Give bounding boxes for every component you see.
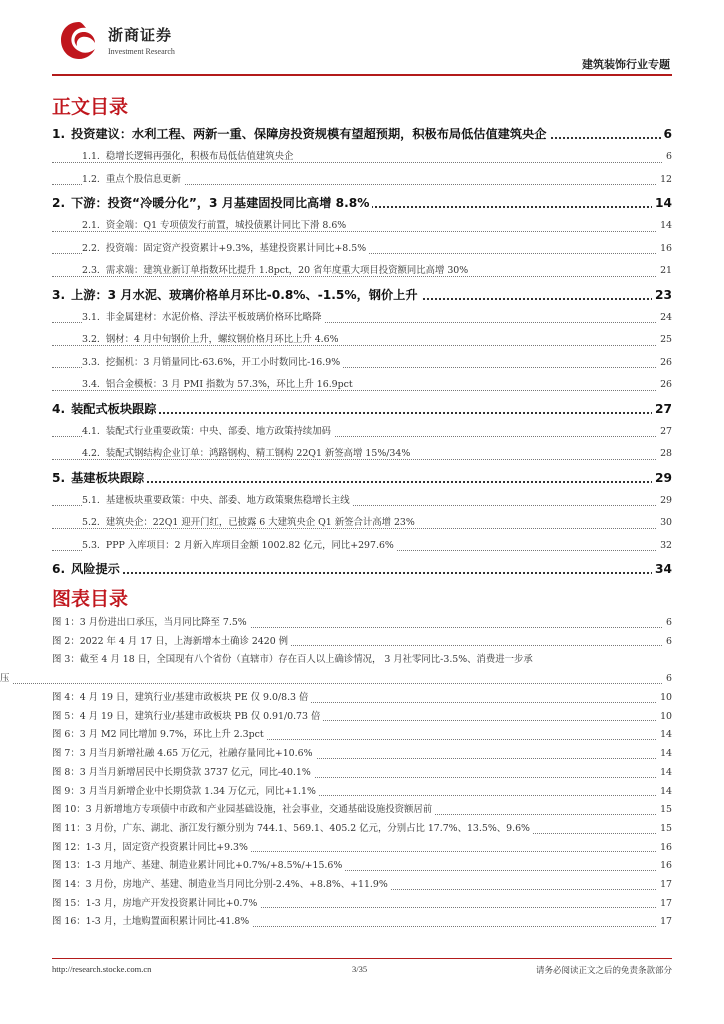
- toc-entry[interactable]: [52, 146, 672, 169]
- figures-title: 图表目录: [52, 588, 129, 610]
- toc-entry-label: 装配式行业重要政策：中央、部委、地方政策持续加码: [105, 425, 331, 437]
- figure-entry-label: 图 8：3 月当月新增居民中长期贷款 3737 亿元，同比-40.1%: [52, 767, 314, 778]
- toc-entry-page: 25: [657, 329, 672, 352]
- toc-entry-page: 6: [661, 122, 672, 146]
- page-number: 3/35: [352, 964, 368, 974]
- toc-entry-text: [82, 243, 369, 254]
- toc-entry-number: 6.: [52, 562, 66, 576]
- figure-entry[interactable]: [52, 708, 672, 727]
- figure-entry-page: 15: [657, 820, 672, 839]
- toc-entry-text: [82, 174, 184, 185]
- toc-entry[interactable]: [52, 260, 672, 283]
- toc-entry-number: 2.3.: [82, 265, 100, 276]
- toc-entry-page: 23: [652, 283, 672, 307]
- toc-entry-text: [82, 379, 356, 390]
- figure-entry-page: 6: [663, 614, 672, 633]
- logo-text-cn: 浙商证券: [108, 26, 173, 44]
- figure-entry[interactable]: [52, 876, 672, 895]
- figure-entry-label: 图 9：3 月当月新增企业中长期贷款 1.34 万亿元，同比+1.1%: [52, 786, 319, 797]
- toc-entry-page: 30: [657, 512, 672, 535]
- toc-entry[interactable]: [52, 535, 672, 558]
- figure-entry-label: 图 16：1-3 月，土地购置面积累计同比-41.8%: [52, 916, 252, 927]
- figure-entry-page: 14: [657, 783, 672, 802]
- toc-entry[interactable]: [52, 421, 672, 444]
- toc-entry-label: 上游：3 月水泥、玻璃价格单月环比-0.8%、-1.5%，钢价上升: [71, 287, 418, 302]
- toc-entry-number: 3.3.: [82, 356, 100, 368]
- toc-entry-number: 1.: [52, 127, 66, 141]
- figure-entry-page: 14: [657, 726, 672, 745]
- toc-entry-number: 3.: [52, 287, 66, 302]
- toc-entry-text: [82, 495, 353, 506]
- toc-entry-number: 2.1.: [82, 220, 100, 231]
- toc-entry-number: 4.2.: [82, 448, 100, 459]
- toc-entry-label: 投资建议：水利工程、两新一重、保障房投资规模有望超预期，积极布局低估值建筑央企: [71, 127, 547, 141]
- figure-entry-page: 14: [657, 745, 672, 764]
- figure-entry-page: 17: [657, 913, 672, 932]
- figure-entry-label: 图 1：3 月份进出口承压，当月同比降至 7.5%: [52, 617, 250, 628]
- figure-entry[interactable]: [52, 689, 672, 708]
- figure-entry-label: 图 15：1-3 月，房地产开发投资累计同比+0.7%: [52, 898, 260, 909]
- toc-entry-text: [52, 196, 372, 210]
- figure-entry[interactable]: [52, 783, 672, 802]
- toc-entry-text: [52, 471, 147, 485]
- figure-entry-label: 图 11：3 月份，广东、湖北、浙江发行额分别为 744.1、569.1、405.2 亿元，分别占比 17.7%、13.5%、9.6%: [52, 823, 533, 834]
- footer-url[interactable]: http://research.stocke.com.cn: [52, 964, 152, 974]
- figure-entry[interactable]: [52, 764, 672, 783]
- figure-entry[interactable]: [52, 801, 672, 820]
- toc-entry-number: 5.2.: [82, 517, 100, 528]
- logo-icon: [56, 18, 102, 64]
- toc-entry[interactable]: [52, 466, 672, 490]
- figure-entry-page: 17: [657, 876, 672, 895]
- toc-entry[interactable]: [52, 374, 672, 397]
- toc-entry-number: 3.4.: [82, 379, 100, 390]
- toc-entry-label: 资金端：Q1 专项债发行前置，城投债累计同比下滑 8.6%: [105, 220, 347, 231]
- toc-entry-page: 27: [657, 421, 672, 444]
- toc-entry-page: 14: [652, 191, 672, 215]
- toc-entry-label: 下游：投资“冷暖分化”，3 月基建固投同比高增 8.8%: [71, 196, 370, 210]
- figure-entry-page: 6: [663, 633, 672, 652]
- toc-entry-number: 2.: [52, 196, 66, 210]
- toc-entry-number: 5.1.: [82, 494, 100, 506]
- figure-entry[interactable]: [52, 633, 672, 652]
- figure-entry-label-cont: 压: [0, 673, 12, 684]
- toc-entry-text: [52, 402, 159, 416]
- toc-entry-page: 12: [657, 169, 672, 192]
- toc-entry-text: [82, 334, 342, 345]
- figure-entry-label: 图 2：2022 年 4 月 17 日，上海新增本土确诊 2420 例: [52, 636, 291, 647]
- figure-entry-label: 图 6：3 月 M2 同比增加 9.7%，环比上升 2.3pct: [52, 729, 267, 740]
- toc-entry-page: 29: [652, 466, 672, 490]
- figure-entry-page: 15: [657, 801, 672, 820]
- toc-entry[interactable]: [52, 490, 672, 513]
- toc-entry[interactable]: [52, 238, 672, 261]
- toc-list: [52, 122, 672, 581]
- toc-entry-label: 建筑央企：22Q1 迎开门红，已披露 6 大建筑央企 Q1 新签合计高增 23%: [105, 517, 415, 528]
- figure-entry-label: 图 12：1-3 月，固定资产投资累计同比+9.3%: [52, 842, 251, 853]
- toc-entry-text: [52, 127, 549, 141]
- toc-entry-text: [82, 265, 471, 276]
- toc-entry-number: 5.3.: [82, 539, 100, 551]
- toc-entry[interactable]: [52, 122, 672, 146]
- logo-text-en: Investment Research: [108, 47, 175, 56]
- figure-entry-label: 图 7：3 月当月新增社融 4.65 万亿元，社融存量同比+10.6%: [52, 748, 316, 759]
- toc-entry-page: 16: [657, 238, 672, 261]
- figure-entry[interactable]: [52, 726, 672, 745]
- figure-entry-label: 图 3：截至 4 月 18 日，全国现有八个省份（直辖市）存在百人以上确诊情况， 3 月社零同比-3.5%、消费进一步承: [52, 654, 536, 665]
- toc-entry-label: 基建板块重要政策：中央、部委、地方政策聚焦稳增长主线: [105, 494, 350, 506]
- footer-divider: [52, 958, 672, 959]
- toc-entry-number: 3.2.: [82, 334, 100, 345]
- figure-entry-page: 16: [657, 857, 672, 876]
- figures-list: [0, 614, 672, 932]
- figure-entry[interactable]: [52, 820, 672, 839]
- toc-entry-number: 2.2.: [82, 242, 100, 254]
- figure-entry[interactable]: [52, 745, 672, 764]
- figure-entry[interactable]: [52, 895, 672, 914]
- leader-dots: [52, 572, 672, 574]
- figure-entry-label: 图 10：3 月新增地方专项债中市政和产业园基础设施，社会事业，交通基础设施投资额居前: [52, 804, 435, 815]
- toc-entry-text: [52, 288, 421, 302]
- toc-entry[interactable]: [52, 307, 672, 330]
- toc-entry-number: 1.1.: [82, 151, 100, 162]
- toc-entry-label: 基建板块跟踪: [71, 470, 145, 485]
- toc-entry[interactable]: [52, 169, 672, 192]
- toc-entry-text: [82, 357, 343, 368]
- toc-entry[interactable]: [52, 397, 672, 421]
- toc-entry-label: 非金属建材：水泥价格、浮法平板玻璃价格环比略降: [105, 311, 322, 323]
- toc-entry-number: 3.1.: [82, 311, 100, 323]
- toc-entry-label: 风险提示: [71, 562, 120, 576]
- header-divider: [52, 74, 672, 76]
- toc-entry-text: [82, 448, 413, 459]
- toc-entry-page: 26: [657, 374, 672, 397]
- figure-entry-label: 图 13：1-3 月地产、基建、制造业累计同比+0.7%/+8.5%/+15.6%: [52, 860, 345, 871]
- toc-entry-page: 6: [663, 146, 672, 169]
- toc-entry-label: 挖掘机：3 月销量同比-63.6%，开工小时数同比-16.9%: [105, 356, 341, 368]
- toc-entry-text: [82, 426, 334, 437]
- toc-entry-page: 34: [652, 557, 672, 581]
- toc-entry-text: [82, 312, 325, 323]
- figure-entry-continued[interactable]: [0, 670, 672, 689]
- toc-entry-page: 32: [657, 535, 672, 558]
- toc-entry-page: 14: [657, 215, 672, 238]
- toc-entry[interactable]: [52, 329, 672, 352]
- toc-entry-text: [82, 151, 296, 162]
- toc-entry-label: 稳增长逻辑再强化，积极布局低估值建筑央企: [105, 151, 294, 162]
- toc-entry-label: 需求端：建筑业新订单指数环比提升 1.8pct，20 省年度重大项目投资额同比高增 30%: [105, 265, 469, 276]
- toc-entry-number: 4.1.: [82, 425, 100, 437]
- toc-entry-page: 24: [657, 307, 672, 330]
- toc-entry-page: 27: [652, 397, 672, 421]
- toc-entry-number: 4.: [52, 401, 66, 416]
- toc-entry-label: PPP 入库项目：2 月新入库项目金额 1002.82 亿元，同比+297.6%: [105, 539, 394, 551]
- figure-entry-page: 10: [657, 689, 672, 708]
- figure-entry-label: 图 14：3 月份，房地产、基建、制造业当月同比分别-2.4%、+8.8%、+11.9%: [52, 879, 391, 890]
- toc-entry-label: 装配式钢结构企业订单：鸿路钢构、精工钢构 22Q1 新签高增 15%/34%: [105, 448, 411, 459]
- figure-entry[interactable]: [52, 651, 672, 670]
- toc-entry-text: [52, 562, 123, 576]
- toc-entry-page: 28: [657, 443, 672, 466]
- figure-entry-label: 图 5：4 月 19 日，建筑行业/基建市政板块 PB 仅 0.91/0.73 倍: [52, 711, 323, 722]
- toc-entry-number: 1.2.: [82, 173, 100, 185]
- report-type: 建筑装饰行业专题: [582, 58, 670, 71]
- figure-entry-page: 16: [657, 839, 672, 858]
- toc-entry-page: 26: [657, 352, 672, 375]
- toc-title: 正文目录: [52, 96, 129, 118]
- toc-entry[interactable]: [52, 191, 672, 215]
- toc-entry-label: 钢材：4 月中旬钢价上升，螺纹钢价格月环比上升 4.6%: [105, 334, 339, 345]
- toc-entry[interactable]: [52, 557, 672, 581]
- leader-dots: [0, 683, 672, 684]
- figure-entry[interactable]: [52, 857, 672, 876]
- toc-entry-text: [82, 517, 418, 528]
- toc-entry[interactable]: [52, 352, 672, 375]
- toc-entry-text: [82, 220, 349, 231]
- figure-entry-page: 10: [657, 708, 672, 727]
- toc-entry-label: 铝合金模板：3 月 PMI 指数为 57.3%，环比上升 16.9pct: [105, 379, 353, 390]
- figure-entry[interactable]: [52, 913, 672, 932]
- toc-entry-label: 装配式板块跟踪: [71, 401, 157, 416]
- toc-entry-page: 29: [657, 490, 672, 513]
- toc-entry[interactable]: [52, 512, 672, 535]
- footer-disclaimer: 请务必阅读正文之后的免责条款部分: [535, 966, 672, 976]
- toc-entry-text: [82, 540, 397, 551]
- toc-entry[interactable]: [52, 283, 672, 307]
- toc-entry-number: 5.: [52, 470, 66, 485]
- figure-entry-page: 6: [663, 670, 672, 689]
- figure-entry[interactable]: [52, 614, 672, 633]
- toc-entry-label: 投资端：固定资产投资累计+9.3%，基建投资累计同比+8.5%: [105, 242, 367, 254]
- toc-entry[interactable]: [52, 443, 672, 466]
- page-header: [52, 16, 672, 74]
- figure-entry-label: 图 4：4 月 19 日，建筑行业/基建市政板块 PE 仅 9.0/8.3 倍: [52, 692, 311, 703]
- toc-entry[interactable]: [52, 215, 672, 238]
- toc-entry-page: 21: [657, 260, 672, 283]
- figure-entry-page: 17: [657, 895, 672, 914]
- figure-entry-page: 14: [657, 764, 672, 783]
- figure-entry[interactable]: [52, 839, 672, 858]
- toc-entry-label: 重点个股信息更新: [105, 173, 181, 185]
